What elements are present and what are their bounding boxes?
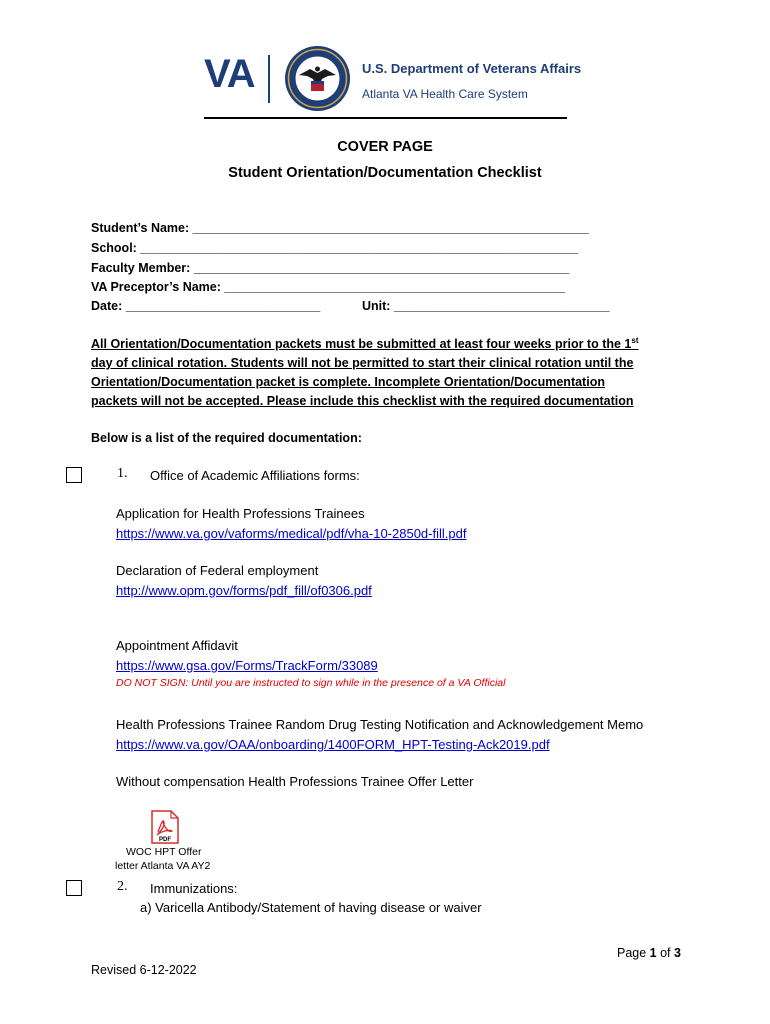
va-seal-icon — [284, 45, 351, 112]
document-name: Appointment Affidavit — [116, 638, 238, 653]
document-name: Application for Health Professions Trainees — [116, 506, 365, 521]
header-rule — [204, 117, 567, 119]
revised-date: Revised 6-12-2022 — [91, 963, 197, 977]
date-field[interactable]: Date: ____________________________ — [91, 299, 321, 313]
page-subtitle: Student Orientation/Documentation Checklist — [228, 165, 542, 181]
student-name-field[interactable]: Student’s Name: _________________________________________________________ — [91, 221, 589, 235]
notice-superscript: st — [631, 336, 639, 345]
document-name: Declaration of Federal employment — [116, 563, 319, 578]
item-number: 1. — [117, 466, 128, 481]
svg-text:PDF: PDF — [159, 837, 171, 843]
notice-line: Orientation/Documentation packet is complete. Incomplete Orientation/Documentation — [91, 375, 605, 389]
logo-divider — [268, 55, 270, 103]
department-name: U.S. Department of Veterans Affairs — [362, 61, 582, 76]
document-link[interactable]: https://www.va.gov/vaforms/medical/pdf/vha-10-2850d-fill.pdf — [116, 526, 467, 541]
page-of: of — [656, 946, 674, 960]
document-name: Health Professions Trainee Random Drug Testing Notification and Acknowledgement Memo — [116, 717, 644, 732]
sign-warning: DO NOT SIGN: Until you are instructed to sign while in the presence of a VA Official — [116, 677, 506, 689]
attachment-label: letter Atlanta VA AY2 — [115, 860, 211, 872]
item-number: 2. — [117, 879, 128, 894]
requirements-intro: Below is a list of the required documentation: — [91, 431, 362, 445]
facility-name: Atlanta VA Health Care System — [362, 87, 528, 101]
page-title: COVER PAGE — [337, 139, 433, 155]
faculty-member-field[interactable]: Faculty Member: ______________________________________________________ — [91, 261, 570, 275]
preceptor-name-field[interactable]: VA Preceptor’s Name: _________________________________________________ — [91, 280, 566, 294]
checkbox-item-2[interactable] — [66, 880, 82, 896]
notice-line: day of clinical rotation. Students will not be permitted to start their clinical rotation until the — [91, 356, 634, 370]
document-name: Without compensation Health Professions Trainee Offer Letter — [116, 774, 474, 789]
page-number — [617, 946, 681, 960]
page-total: 3 — [674, 946, 681, 960]
page-prefix: Page — [617, 946, 650, 960]
notice-text: All Orientation/Documentation packets must be submitted at least four weeks prior to the 1 — [91, 337, 632, 352]
sub-item: a) Varicella Antibody/Statement of having disease or waiver — [140, 900, 482, 915]
page-current: 1 — [649, 946, 657, 960]
notice-line: packets will not be accepted. Please include this checklist with the required documentation — [91, 394, 634, 408]
item-title: Office of Academic Affiliations forms: — [150, 468, 360, 483]
pdf-icon[interactable] — [151, 810, 179, 844]
notice-line — [91, 336, 639, 351]
checkbox-item-1[interactable] — [66, 467, 82, 483]
unit-field[interactable]: Unit: _______________________________ — [362, 299, 610, 313]
document-link[interactable]: http://www.opm.gov/forms/pdf_fill/of0306.pdf — [116, 583, 372, 598]
attachment-label: WOC HPT Offer — [126, 846, 202, 858]
va-logo: VA — [204, 52, 255, 96]
document-link[interactable]: https://www.va.gov/OAA/onboarding/1400FORM_HPT-Testing-Ack2019.pdf — [116, 737, 550, 752]
item-title: Immunizations: — [150, 881, 238, 896]
document-link[interactable]: https://www.gsa.gov/Forms/TrackForm/33089 — [116, 658, 378, 673]
school-field[interactable]: School: _______________________________________________________________ — [91, 241, 579, 255]
